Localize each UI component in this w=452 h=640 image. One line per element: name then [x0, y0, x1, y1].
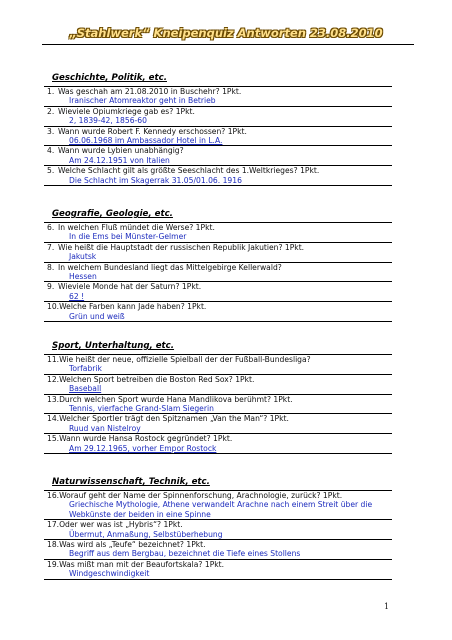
question-row [44, 434, 392, 454]
section-heading-geschichte: Geschichte, Politik, etc. [52, 73, 167, 83]
question-number: 1. [47, 87, 55, 96]
answer-text: Grün und weiß [69, 311, 125, 321]
answer-text: Iranischer Atomreaktor geht in Betrieb [69, 96, 216, 106]
question-number: 11. [47, 355, 60, 364]
answer-text: Am 24.12.1951 von Italien [69, 155, 170, 165]
question-text [47, 395, 390, 404]
question-text [47, 375, 390, 384]
answer-text: Jakutsk [69, 252, 97, 262]
answer-text: Begriff aus dem Bergbau, bezeichnet die Tiefe eines Stollens [69, 549, 301, 559]
question-text [47, 223, 390, 232]
question-number: 2. [47, 106, 55, 116]
question-number: 6. [47, 223, 55, 232]
answer-text: Übermut, Anmaßung, Selbstüberhebung [69, 529, 223, 539]
answer-text: Ruud van Nistelroy [69, 423, 141, 433]
question-row [44, 491, 392, 520]
answer-text: Tennis, vierfache Grand-Slam Siegerin [69, 404, 214, 414]
question-number: 8. [47, 262, 55, 272]
question-number: 14. [47, 414, 60, 424]
answer-text: Baseball [69, 384, 102, 394]
question-row [44, 282, 392, 302]
question-table-sport [44, 354, 392, 454]
question-number: 15. [47, 434, 60, 444]
question-text [47, 540, 390, 549]
question-row [44, 375, 392, 395]
question-number: 10. [47, 302, 60, 312]
question-label: In welchen Fluß mündet die Werse? 1Pkt. [58, 223, 215, 232]
question-label: Durch welchen Sport wurde Hana Mandlikova berühmt? 1Pkt. [59, 394, 293, 404]
question-row [44, 302, 392, 322]
question-row [44, 243, 392, 263]
question-row [44, 107, 392, 127]
question-number: 19. [47, 559, 60, 569]
question-row [44, 560, 392, 580]
answer-text: Windgeschwindigkeit [69, 569, 150, 579]
question-text [47, 263, 390, 272]
question-row [44, 146, 392, 166]
question-label: Welche Schlacht gilt als größte Seeschlacht des 1.Weltkrieges? 1Pkt. [58, 166, 320, 176]
question-text [47, 127, 390, 136]
section-heading-sport: Sport, Unterhaltung, etc. [52, 341, 175, 351]
question-number: 12. [47, 374, 60, 384]
question-table-geschichte [44, 86, 392, 186]
page-number: 1 [384, 602, 390, 611]
question-row [44, 87, 392, 107]
question-number: 4. [47, 146, 55, 156]
question-label: Wieviele Monde hat der Saturn? 1Pkt. [58, 282, 202, 292]
page-title: „Stahlwerk“ Kneipenquiz Antworten 23.08.2010 [69, 26, 383, 40]
question-label: Wie heißt der neue, offizielle Spielball der der Fußball-Bundesliga? [59, 355, 311, 364]
question-number: 5. [47, 166, 55, 176]
question-number: 9. [47, 282, 55, 292]
section-heading-naturwissenschaft: Naturwissenschaft, Technik, etc. [52, 477, 210, 487]
question-table-geografie [44, 222, 392, 322]
question-label: Wann wurde Robert F. Kennedy erschossen? 1Pkt. [58, 126, 247, 136]
question-row [44, 223, 392, 243]
question-label: Wie heißt die Hauptstadt der russischen Republik Jakutien? 1Pkt. [58, 242, 305, 252]
question-label: Was wird als „Teufe“ bezeichnet? 1Pkt. [59, 540, 206, 550]
title-divider [42, 44, 414, 45]
question-number: 16. [47, 491, 60, 500]
question-text [47, 107, 390, 116]
answer-text: 06.06.1968 im Ambassador Hotel in L.A. [69, 136, 223, 146]
answer-text: Hessen [69, 272, 97, 282]
question-text [47, 414, 390, 423]
question-text [47, 355, 390, 364]
answer-text: Torfabrik [69, 364, 102, 374]
answer-text: 62 ! [69, 291, 85, 301]
answer-text: Griechische Mythologie, Athene verwandelt Arachne nach einem Streit über die [69, 500, 373, 510]
answer-text: Am 29.12.1965, vorher Empor Rostock [69, 443, 217, 453]
question-number: 18. [47, 540, 60, 550]
question-text [47, 87, 390, 96]
section-heading-geografie: Geografie, Geologie, etc. [52, 209, 173, 219]
question-text [47, 282, 390, 291]
question-number: 7. [47, 242, 55, 252]
question-text [47, 520, 390, 529]
question-label: Wieviele Opiumkriege gab es? 1Pkt. [58, 106, 195, 116]
question-text [47, 302, 390, 311]
question-text [47, 434, 390, 443]
question-row [44, 520, 392, 540]
question-text [47, 560, 390, 569]
question-row [44, 355, 392, 375]
question-label: Oder wer was ist „Hybris“? 1Pkt. [59, 520, 183, 530]
question-label: Welchen Sport betreiben die Boston Red Sox? 1Pkt. [59, 374, 255, 384]
answer-text: In die Ems bei Münster-Gelmer [69, 232, 187, 242]
question-table-naturwissenschaft [44, 490, 392, 580]
question-row [44, 414, 392, 434]
question-label: Was mißt man mit der Beaufortskala? 1Pkt. [59, 559, 225, 569]
question-row [44, 127, 392, 147]
question-row [44, 395, 392, 415]
question-label: Wann wurde Lybien unabhängig? [58, 146, 184, 156]
question-label: Was geschah am 21.08.2010 in Buschehr? 1Pkt. [58, 87, 242, 96]
question-label: In welchem Bundesland liegt das Mittelgebirge Kellerwald? [58, 262, 282, 272]
question-row [44, 540, 392, 560]
question-text [47, 166, 390, 175]
answer-text: Die Schlacht im Skagerrak 31.05/01.06. 1916 [69, 175, 242, 185]
question-row [44, 263, 392, 283]
question-row [44, 166, 392, 186]
question-number: 17. [47, 520, 60, 530]
question-text [47, 243, 390, 252]
answer-text: 2, 1839-42, 1856-60 [69, 116, 147, 126]
question-text [47, 146, 390, 155]
question-label: Wann wurde Hansa Rostock gegründet? 1Pkt. [59, 434, 233, 444]
question-label: Worauf geht der Name der Spinnenforschung, Arachnologie, zurück? 1Pkt. [59, 491, 343, 500]
answer-text: Webkünste der beiden in eine Spinne [69, 509, 211, 519]
question-number: 13. [47, 394, 60, 404]
question-label: Welche Farben kann Jade haben? 1Pkt. [59, 302, 207, 312]
question-label: Welcher Sportler trägt den Spitznamen „Van the Man“? 1Pkt. [59, 414, 289, 424]
question-text [47, 491, 390, 500]
question-number: 3. [47, 126, 55, 136]
